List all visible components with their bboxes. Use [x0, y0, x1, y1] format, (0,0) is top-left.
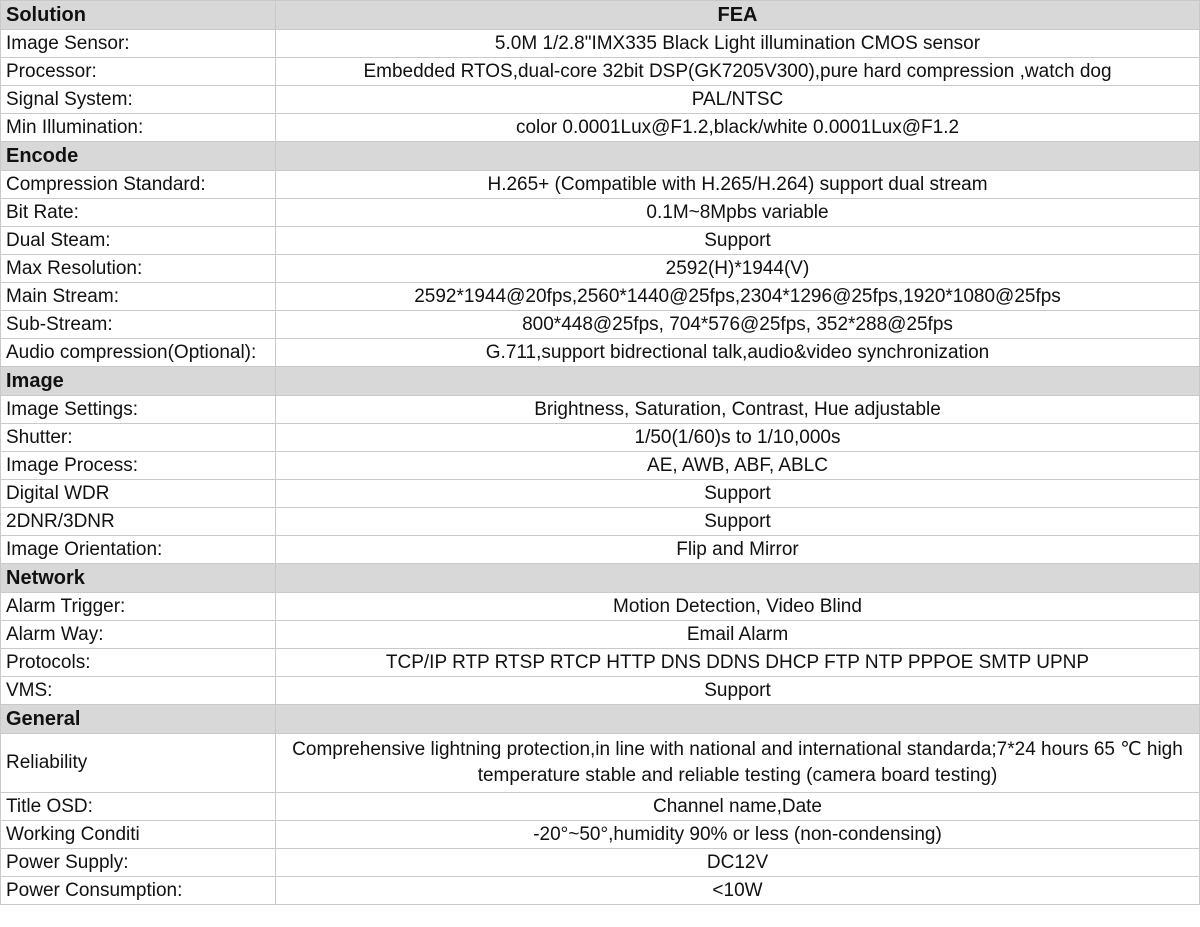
spec-label: Alarm Trigger: — [1, 593, 276, 621]
spec-row — [1, 849, 1200, 877]
spec-row — [1, 114, 1200, 142]
spec-value: H.265+ (Compatible with H.265/H.264) support dual stream — [276, 171, 1200, 199]
spec-label: Compression Standard: — [1, 171, 276, 199]
spec-value: Flip and Mirror — [276, 536, 1200, 564]
spec-row — [1, 480, 1200, 508]
spec-value: Embedded RTOS,dual-core 32bit DSP(GK7205V300),pure hard compression ,watch dog — [276, 58, 1200, 86]
spec-label: Signal System: — [1, 86, 276, 114]
spec-value: Support — [276, 508, 1200, 536]
spec-row — [1, 339, 1200, 367]
spec-row — [1, 677, 1200, 705]
spec-value: color 0.0001Lux@F1.2,black/white 0.0001Lux@F1.2 — [276, 114, 1200, 142]
spec-label: Min Illumination: — [1, 114, 276, 142]
spec-label: Image Orientation: — [1, 536, 276, 564]
spec-value: -20°~50°,humidity 90% or less (non-condensing) — [276, 821, 1200, 849]
spec-value: 1/50(1/60)s to 1/10,000s — [276, 424, 1200, 452]
spec-row — [1, 255, 1200, 283]
spec-row — [1, 30, 1200, 58]
spec-label: Digital WDR — [1, 480, 276, 508]
spec-label: Image Process: — [1, 452, 276, 480]
spec-row — [1, 424, 1200, 452]
spec-row — [1, 86, 1200, 114]
spec-row — [1, 171, 1200, 199]
section-title: Solution — [1, 1, 276, 30]
spec-row — [1, 593, 1200, 621]
section-header-value: FEA — [276, 1, 1200, 30]
spec-row — [1, 227, 1200, 255]
spec-value: Motion Detection, Video Blind — [276, 593, 1200, 621]
spec-value: Support — [276, 227, 1200, 255]
spec-label: Power Supply: — [1, 849, 276, 877]
spec-row — [1, 58, 1200, 86]
spec-row — [1, 536, 1200, 564]
section-title: Encode — [1, 142, 276, 171]
spec-row — [1, 734, 1200, 793]
spec-value: Comprehensive lightning protection,in line with national and international standarda;7*24 hours 65 ℃ high temperature stable and reliable testing (camera board testing) — [276, 734, 1200, 793]
spec-row — [1, 649, 1200, 677]
spec-value: 0.1M~8Mpbs variable — [276, 199, 1200, 227]
spec-row — [1, 821, 1200, 849]
spec-value: TCP/IP RTP RTSP RTCP HTTP DNS DDNS DHCP FTP NTP PPPOE SMTP UPNP — [276, 649, 1200, 677]
spec-label: Image Sensor: — [1, 30, 276, 58]
section-header-value — [276, 142, 1200, 171]
spec-row — [1, 508, 1200, 536]
spec-label: Main Stream: — [1, 283, 276, 311]
spec-label: VMS: — [1, 677, 276, 705]
spec-label: Shutter: — [1, 424, 276, 452]
section-header-general — [1, 705, 1200, 734]
spec-label: Dual Steam: — [1, 227, 276, 255]
spec-label: Alarm Way: — [1, 621, 276, 649]
spec-row — [1, 877, 1200, 905]
spec-value: Email Alarm — [276, 621, 1200, 649]
spec-value: Brightness, Saturation, Contrast, Hue adjustable — [276, 396, 1200, 424]
spec-label: 2DNR/3DNR — [1, 508, 276, 536]
section-header-image — [1, 367, 1200, 396]
section-header-network — [1, 564, 1200, 593]
section-header-value — [276, 564, 1200, 593]
spec-value: Channel name,Date — [276, 793, 1200, 821]
spec-value: 2592*1944@20fps,2560*1440@25fps,2304*1296@25fps,1920*1080@25fps — [276, 283, 1200, 311]
spec-label: Audio compression(Optional): — [1, 339, 276, 367]
spec-row — [1, 396, 1200, 424]
spec-value: 5.0M 1/2.8"IMX335 Black Light illumination CMOS sensor — [276, 30, 1200, 58]
spec-label: Bit Rate: — [1, 199, 276, 227]
spec-row — [1, 199, 1200, 227]
spec-value: Support — [276, 677, 1200, 705]
spec-row — [1, 621, 1200, 649]
section-title: Network — [1, 564, 276, 593]
spec-table-body — [1, 1, 1200, 905]
spec-value: <10W — [276, 877, 1200, 905]
spec-label: Max Resolution: — [1, 255, 276, 283]
section-title: Image — [1, 367, 276, 396]
spec-value: G.711,support bidrectional talk,audio&video synchronization — [276, 339, 1200, 367]
spec-label: Power Consumption: — [1, 877, 276, 905]
spec-label: Reliability — [1, 734, 276, 793]
section-header-solution — [1, 1, 1200, 30]
spec-label: Title OSD: — [1, 793, 276, 821]
spec-row — [1, 452, 1200, 480]
spec-label: Processor: — [1, 58, 276, 86]
spec-row — [1, 283, 1200, 311]
spec-label: Working Conditi — [1, 821, 276, 849]
section-header-encode — [1, 142, 1200, 171]
spec-value: PAL/NTSC — [276, 86, 1200, 114]
spec-row — [1, 793, 1200, 821]
spec-value: AE, AWB, ABF, ABLC — [276, 452, 1200, 480]
section-title: General — [1, 705, 276, 734]
spec-label: Image Settings: — [1, 396, 276, 424]
spec-label: Sub-Stream: — [1, 311, 276, 339]
spec-value: Support — [276, 480, 1200, 508]
spec-value: 800*448@25fps, 704*576@25fps, 352*288@25fps — [276, 311, 1200, 339]
spec-row — [1, 311, 1200, 339]
spec-label: Protocols: — [1, 649, 276, 677]
spec-value: 2592(H)*1944(V) — [276, 255, 1200, 283]
spec-value: DC12V — [276, 849, 1200, 877]
section-header-value — [276, 705, 1200, 734]
section-header-value — [276, 367, 1200, 396]
